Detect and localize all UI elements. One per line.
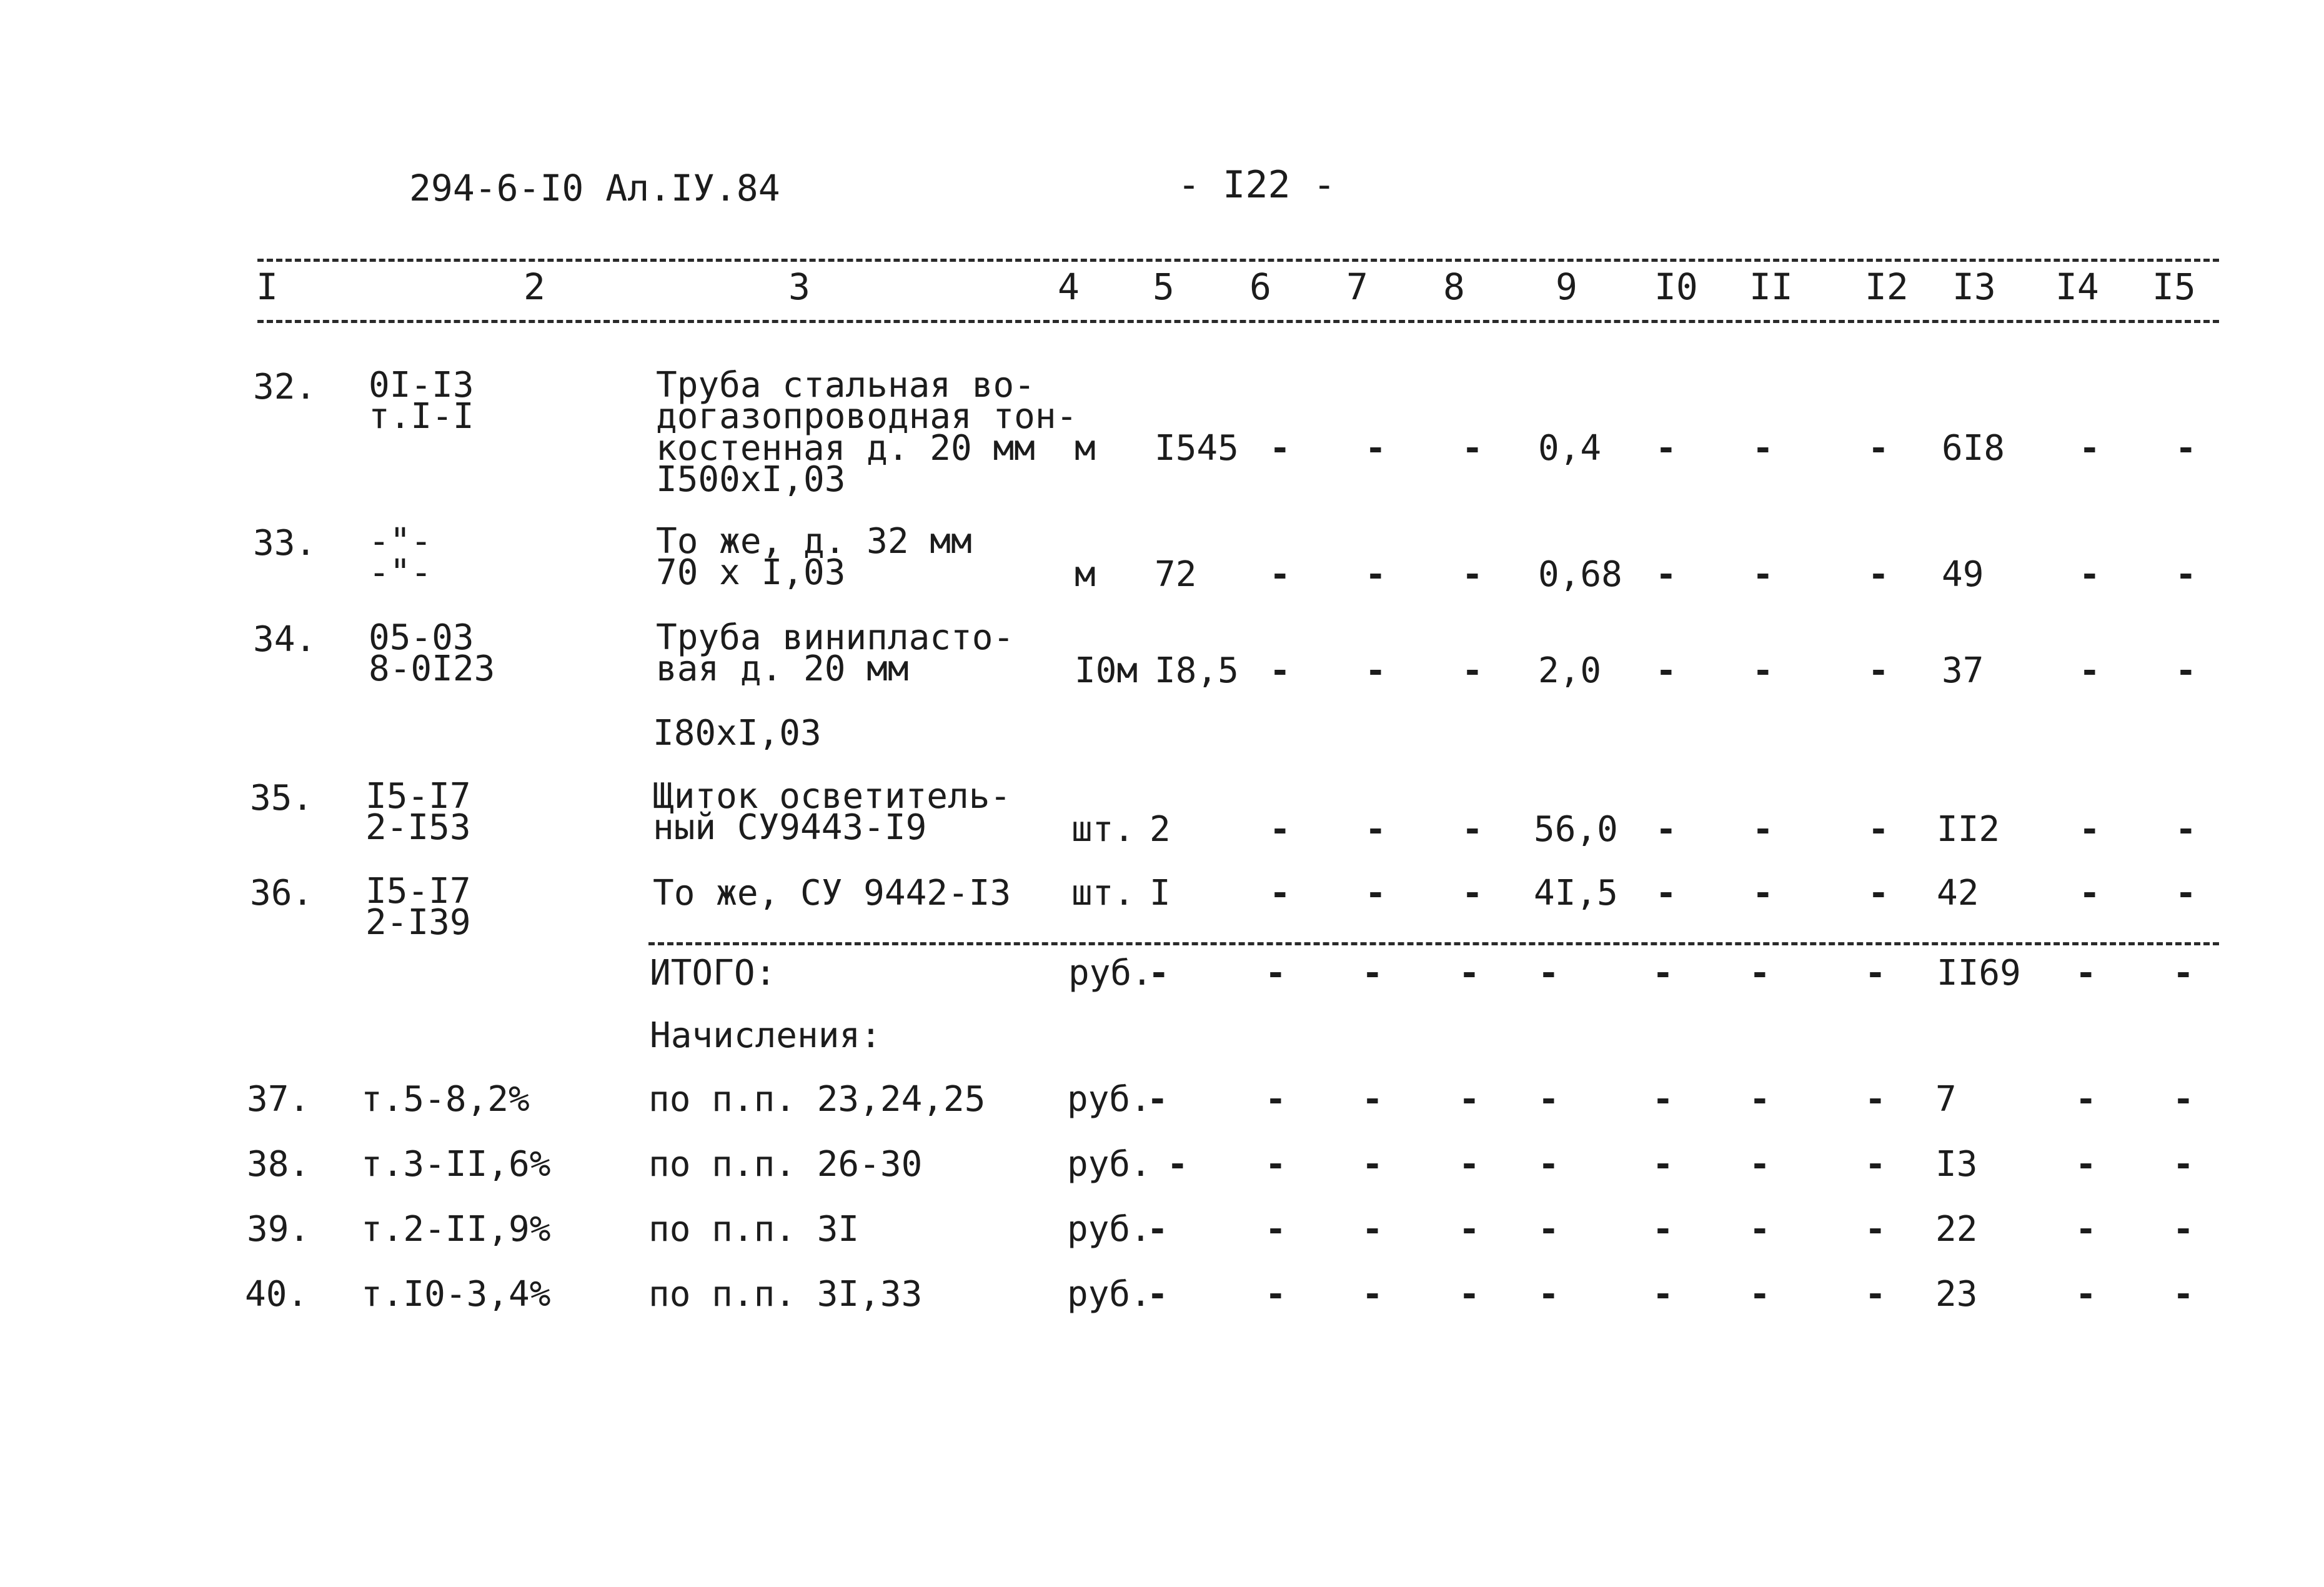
row-col10: - [1652,1274,1674,1315]
row-unit: I0м [1075,650,1138,691]
row-col12: - [1865,1274,1886,1315]
row-total: 42 [1937,873,1979,913]
row-description: по п.п. 3I,33 [648,1274,923,1315]
row-col11: - [1752,428,1774,469]
row-total: 23 [1935,1274,1978,1315]
row-reference: т.3-II,6% [361,1144,551,1185]
row-reference: -"- -"- [369,521,432,594]
row-col7: - [1362,1209,1383,1250]
row-number: 35. [250,778,314,818]
row-col11: - [1752,873,1774,913]
row-col6: - [1269,554,1291,595]
row-col8: - [1459,1144,1480,1185]
row-col15: - [2173,1079,2194,1120]
row-number: 32. [253,367,317,407]
row-unit: руб. [1067,1209,1151,1250]
total-quantity: - [1148,953,1169,993]
row-quantity: I545 [1155,428,1239,469]
row-col11: - [1752,650,1774,691]
row-number: 33. [253,523,317,564]
row-col12: - [1868,554,1889,595]
row-col11: - [1749,1209,1770,1250]
row-col7: - [1365,428,1386,469]
row-col8: - [1462,809,1483,850]
row-col15: - [2173,1209,2194,1250]
row-col14: - [2075,1274,2097,1315]
row-col15: - [2175,873,2197,913]
row-col6: - [1269,809,1291,850]
total-sum: II69 [1937,953,2021,993]
row-col9: - [1538,1274,1559,1315]
row-reference: 05-03 8-0I23 [369,617,495,690]
row-description: по п.п. 26-30 [648,1144,923,1185]
row-col14: - [2079,554,2100,595]
row-quantity: 72 [1155,554,1197,595]
row-col12: - [1865,1144,1886,1185]
row-col14: - [2079,809,2100,850]
header-bottom-rule [257,320,2219,323]
row-col11: - [1749,1144,1770,1185]
row-col14: - [2079,873,2100,913]
row-col9: - [1538,1079,1559,1120]
total-col14: - [2075,953,2097,993]
col-header-11: II [1749,266,1793,308]
row-col15: - [2175,554,2197,595]
row-quantity: I8,5 [1155,650,1239,691]
charges-label: Начисления: [650,1015,881,1056]
row-description: Труба винипласто- вая д. 20 мм [656,617,1015,690]
row-description-extra: I80xI,03 [653,713,822,754]
row-description: То же, СУ 9442-I3 [653,873,1011,913]
row-col10: - [1656,809,1677,850]
row-col7: - [1362,1079,1383,1120]
total-col8: - [1459,953,1480,993]
row-price: 0,4 [1538,428,1602,469]
row-col15: - [2175,428,2197,469]
row-unit: шт. [1071,873,1135,913]
row-col8: - [1462,554,1483,595]
row-quantity: - [1147,1209,1168,1250]
row-reference: I5-I7 2-I39 [365,871,471,943]
row-col8: - [1462,650,1483,691]
document-code: 294-6-I0 Ал.IУ.84 [409,167,780,209]
row-total: 6I8 [1942,428,2005,469]
row-col6: - [1265,1274,1286,1315]
col-header-6: 6 [1249,266,1271,308]
row-col7: - [1365,650,1386,691]
row-reference: т.5-8,2% [361,1079,530,1120]
row-col15: - [2175,650,2197,691]
row-price: 2,0 [1538,650,1602,691]
total-col15: - [2173,953,2194,993]
row-unit: м [1075,554,1096,595]
row-price: 56,0 [1534,809,1618,850]
row-description: Труба стальная во- догазопроводная тон- костенная д. 20 мм I500xI,03 [656,365,1078,500]
row-col12: - [1868,809,1889,850]
header-top-rule [257,259,2219,262]
col-header-5: 5 [1153,266,1174,308]
row-number: 34. [253,619,317,660]
row-col11: - [1752,554,1774,595]
row-col6: - [1265,1209,1286,1250]
row-price: 4I,5 [1534,873,1618,913]
row-quantity: 2 [1150,809,1171,850]
row-col7: - [1362,1144,1383,1185]
row-unit: руб. [1067,1079,1151,1120]
row-number: 37. [247,1079,310,1120]
col-header-7: 7 [1346,266,1368,308]
total-col10: - [1652,953,1674,993]
row-col10: - [1656,873,1677,913]
row-col15: - [2173,1144,2194,1185]
row-col10: - [1652,1079,1674,1120]
row-col7: - [1365,809,1386,850]
row-description: по п.п. 3I [648,1209,860,1250]
col-header-10: I0 [1654,266,1698,308]
row-reference: т.I0-3,4% [361,1274,551,1315]
col-header-2: 2 [524,266,545,308]
row-col15: - [2173,1274,2194,1315]
row-col14: - [2079,428,2100,469]
row-reference: I5-I7 2-I53 [365,776,471,848]
row-col8: - [1459,1079,1480,1120]
col-header-15: I5 [2152,266,2196,308]
row-col6: - [1269,873,1291,913]
row-col7: - [1365,873,1386,913]
total-col7: - [1362,953,1383,993]
row-col11: - [1749,1274,1770,1315]
total-col11: - [1749,953,1770,993]
total-col12: - [1865,953,1886,993]
row-number: 36. [250,873,314,913]
row-col8: - [1462,428,1483,469]
row-col12: - [1865,1079,1886,1120]
row-col8: - [1462,873,1483,913]
row-number: 38. [247,1144,310,1185]
row-col10: - [1656,650,1677,691]
row-col7: - [1365,554,1386,595]
row-col14: - [2075,1144,2097,1185]
row-col14: - [2075,1079,2097,1120]
row-col8: - [1459,1209,1480,1250]
row-col7: - [1362,1274,1383,1315]
row-col9: - [1538,1209,1559,1250]
row-total: II2 [1937,809,2000,850]
row-unit: руб. [1067,1144,1151,1185]
row-col12: - [1865,1209,1886,1250]
row-total: 22 [1935,1209,1978,1250]
row-col10: - [1656,554,1677,595]
col-header-13: I3 [1952,266,1996,308]
col-header-8: 8 [1443,266,1465,308]
row-description: Щиток осветитель- ный СУ9443-I9 [653,776,1011,848]
row-quantity: - [1147,1079,1168,1120]
row-col8: - [1459,1274,1480,1315]
row-col11: - [1749,1079,1770,1120]
row-unit: руб. [1067,1274,1151,1315]
row-total: 37 [1942,650,1984,691]
row-quantity: I [1150,873,1171,913]
row-col10: - [1652,1209,1674,1250]
row-col15: - [2175,809,2197,850]
col-header-14: I4 [2055,266,2099,308]
total-label: ИТОГО: [650,953,777,993]
row-number: 40. [245,1274,309,1315]
row-col14: - [2079,650,2100,691]
row-unit: шт. [1071,809,1135,850]
total-col6: - [1265,953,1286,993]
row-price: 0,68 [1538,554,1622,595]
col-header-12: I2 [1865,266,1909,308]
row-col6: - [1265,1079,1286,1120]
row-col6: - [1269,428,1291,469]
row-col6: - [1265,1144,1286,1185]
row-total: I3 [1935,1144,1978,1185]
row-description: по п.п. 23,24,25 [648,1079,986,1120]
col-header-9: 9 [1556,266,1577,308]
row-description: То же, д. 32 мм 70 x I,03 [656,521,972,594]
row-number: 39. [247,1209,310,1250]
row-quantity: - [1147,1274,1168,1315]
col-header-4: 4 [1058,266,1080,308]
row-col11: - [1752,809,1774,850]
col-header-1: I [256,266,278,308]
row-total: 49 [1942,554,1984,595]
row-quantity: - [1167,1144,1188,1185]
total-rule [648,942,2219,945]
row-col10: - [1656,428,1677,469]
row-col9: - [1538,1144,1559,1185]
row-col12: - [1868,650,1889,691]
row-col12: - [1868,428,1889,469]
col-header-3: 3 [788,266,810,308]
row-total: 7 [1935,1079,1957,1120]
total-col9: - [1538,953,1559,993]
row-reference: 0I-I3 т.I-I [369,365,474,437]
row-reference: т.2-II,9% [361,1209,551,1250]
total-unit: руб. [1068,953,1153,993]
row-col14: - [2075,1209,2097,1250]
row-col10: - [1652,1144,1674,1185]
row-col6: - [1269,650,1291,691]
row-unit: м [1075,428,1096,469]
row-col12: - [1868,873,1889,913]
page-number: - I22 - [1178,163,1336,207]
